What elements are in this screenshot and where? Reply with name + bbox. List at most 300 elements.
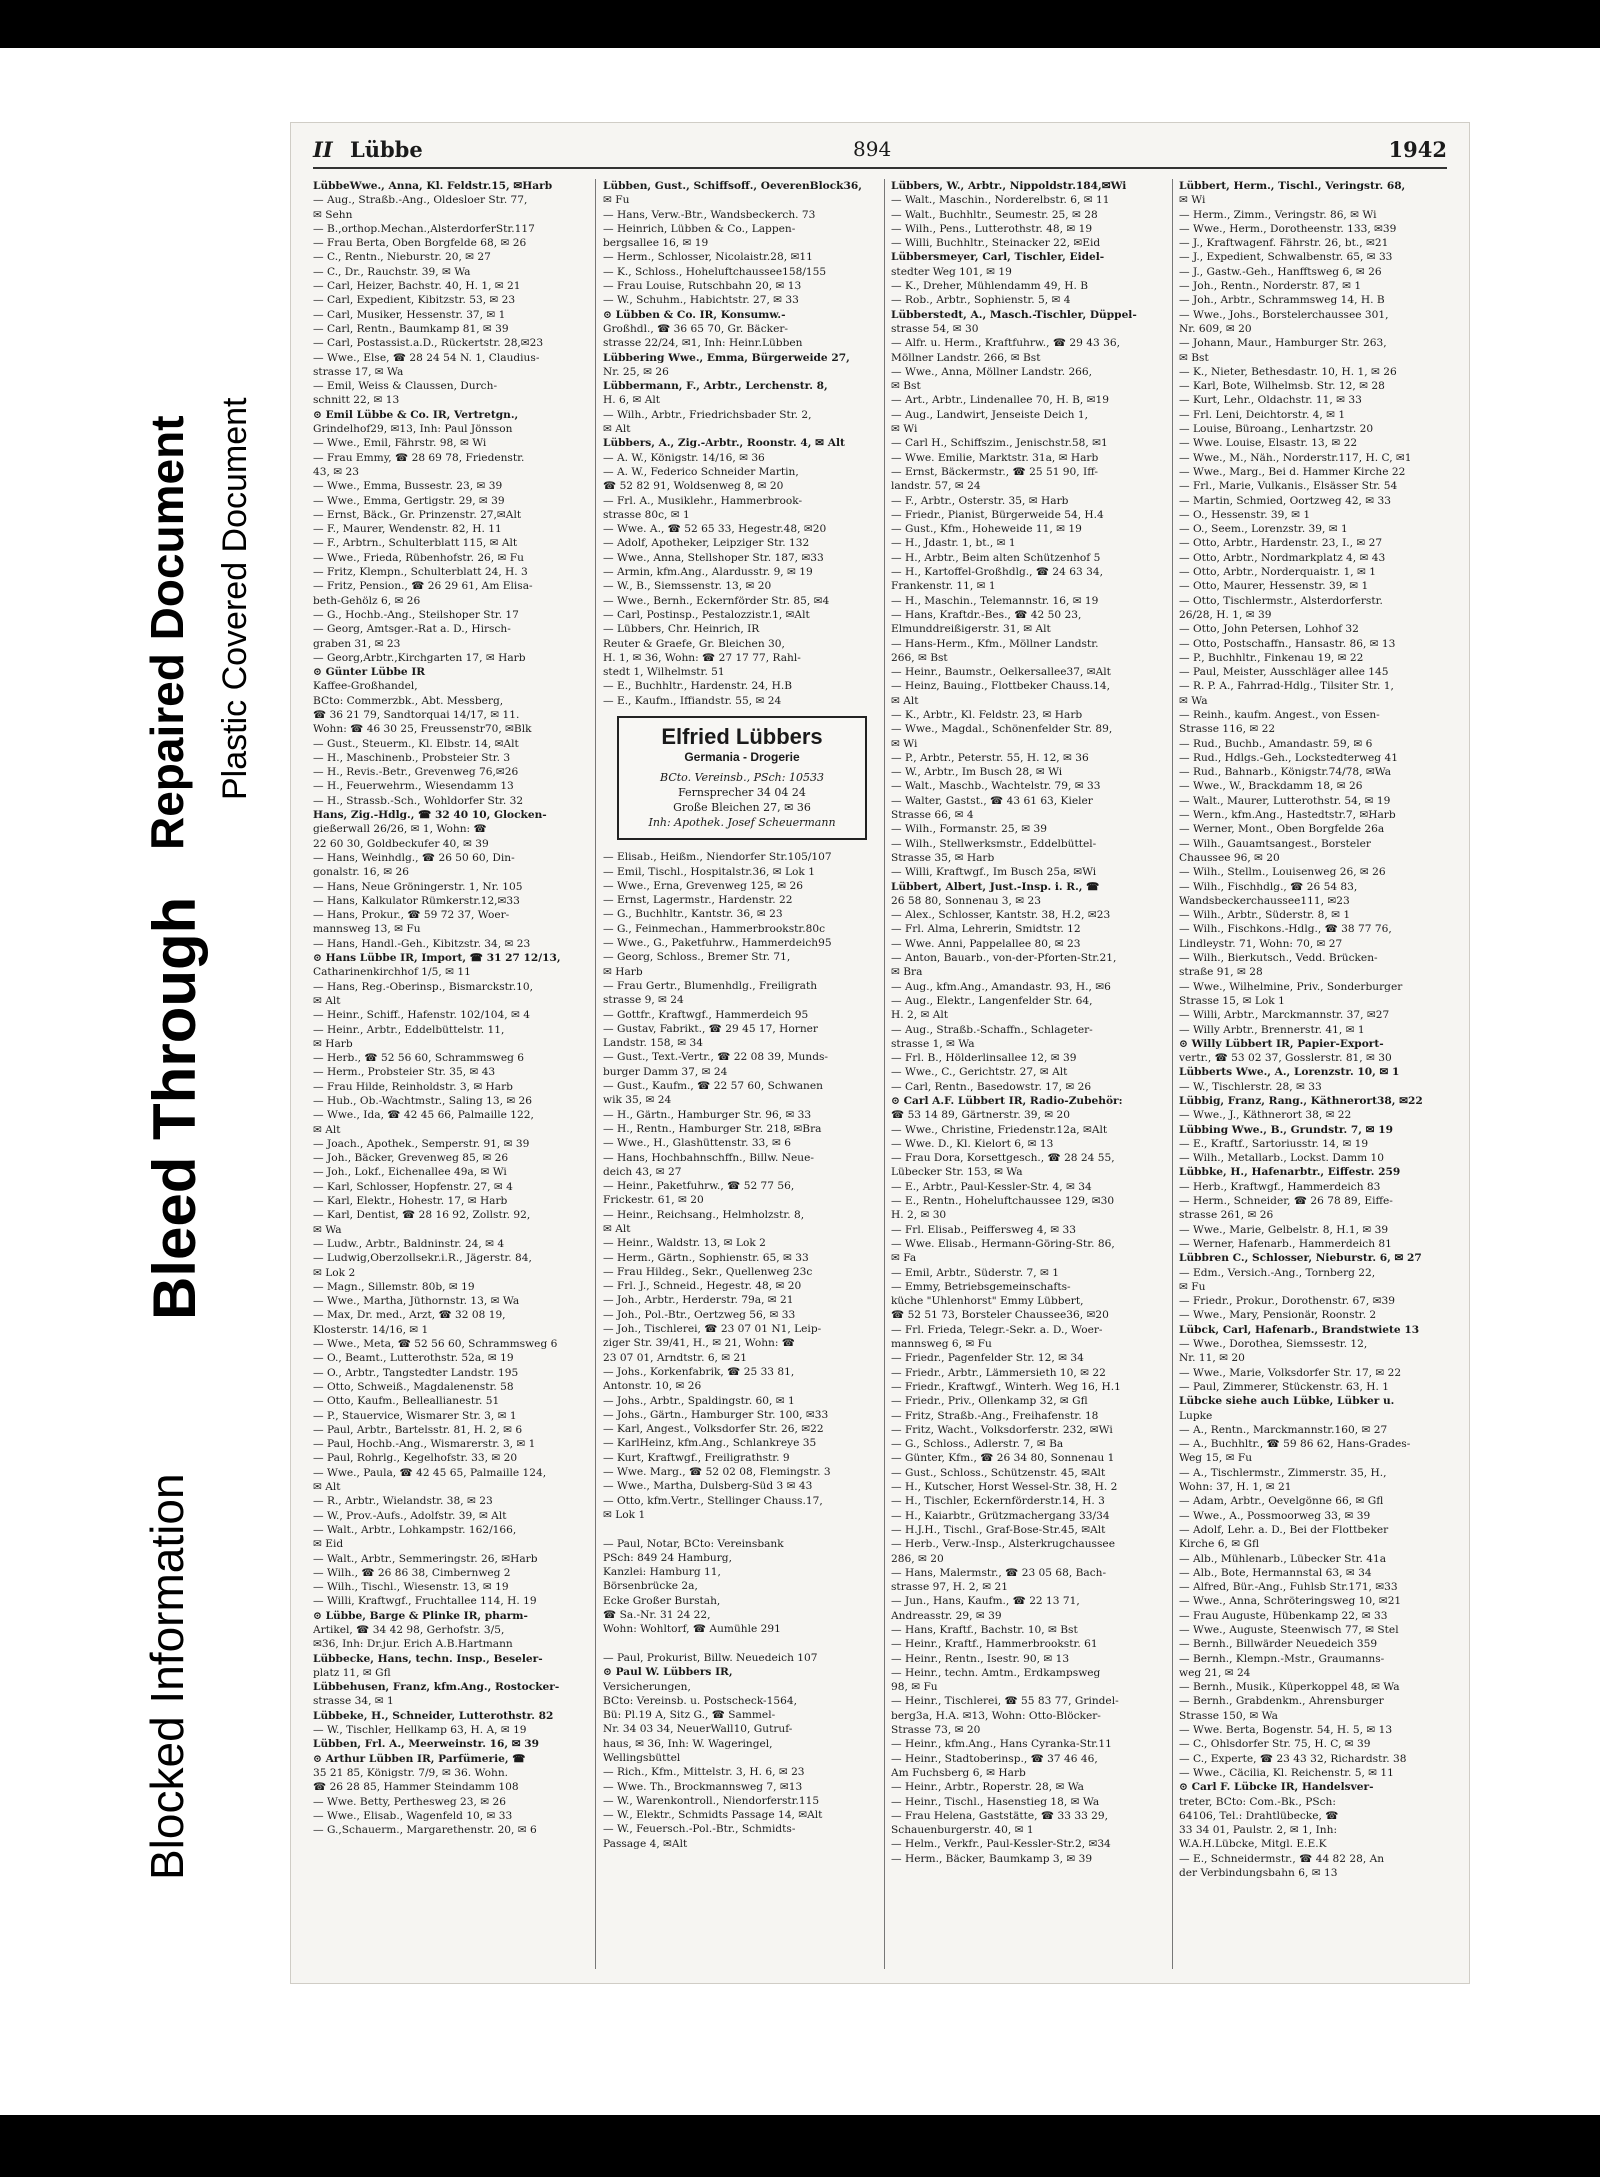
column-1 xyxy=(313,179,581,1969)
listing-entry: — Karl, Dentist, ☎ 28 16 92, Zollstr. 92, xyxy=(313,1209,531,1222)
ad-business-name: Elfried Lübbers xyxy=(661,723,823,749)
listing-entry: — Heinr., Stadtoberinsp., ☎ 37 46 46, xyxy=(891,1752,1098,1765)
listing-entry: — Wilh., Arbtr., Friedrichsbader Str. 2, xyxy=(603,408,812,421)
listing-entry: Lübbig, Franz, Rang., Käthnerort38, ✉22 xyxy=(1179,1095,1423,1107)
listing-entry: — H., Jdastr. 1, bt., ✉ 1 xyxy=(891,537,1016,550)
listing-entry: — E., Kaufm., Iffiandstr. 55, ✉ 24 xyxy=(603,694,782,707)
listing-entry: — Georg,Arbtr.,Kirchgarten 17, ✉ Harb xyxy=(313,651,526,664)
listing-entry: — Johann, Maur., Hamburger Str. 263, xyxy=(1179,337,1387,350)
listing-entry: Strasse 116, ✉ 22 xyxy=(1179,723,1276,736)
listing-entry: — Wwe., Martha, Dulsberg-Süd 3 ✉ 43 xyxy=(603,1480,813,1493)
listing-entry: — E., Kraftf., Sartoriusstr. 14, ✉ 19 xyxy=(1179,1137,1369,1150)
listing-entry: — Ludwig,Oberzollsekr.i.R., Jägerstr. 84, xyxy=(313,1252,532,1265)
listing-entry: — W., Tischlerstr. 28, ✉ 33 xyxy=(1179,1080,1322,1093)
listing-entry: — A. W., Federico Schneider Martin, xyxy=(603,465,799,478)
listing-entry: ✉ Alt xyxy=(603,423,631,436)
listing-entry: — Otto, Schweiß., Magdalenenstr. 58 xyxy=(313,1380,514,1393)
listing-entry: — A. W., Königstr. 14/16, ✉ 36 xyxy=(603,451,765,464)
listing-entry: ✉ Wi xyxy=(891,423,918,436)
listing-entry: — Aug., Straßb.-Schaffn., Schlageter- xyxy=(891,1023,1093,1036)
listing-entry: LübbeWwe., Anna, Kl. Feldstr.15, ✉Harb xyxy=(313,180,553,192)
listing-entry: — Louise, Büroang., Lenhartzstr. 20 xyxy=(1179,423,1374,436)
listing-entry: — Rud., Hdlgs.-Geh., Lockstedterweg 41 xyxy=(1179,751,1398,764)
listing-entry: Strasse 73, ✉ 20 xyxy=(891,1724,981,1737)
listing-entry: strasse 97, H. 2, ✉ 21 xyxy=(891,1581,1008,1594)
listing-entry: — Hans, Handl.-Geh., Kibitzstr. 34, ✉ 23 xyxy=(313,937,531,950)
column-2 xyxy=(603,179,871,1969)
listing-entry: Strasse 35, ✉ Harb xyxy=(891,851,995,864)
listing-entry: Kirche 6, ✉ Gfl xyxy=(1179,1538,1260,1551)
bleed-through-label: Bleed Through xyxy=(141,896,208,1320)
listing-entry: Lübbermann, F., Arbtr., Lerchenstr. 8, xyxy=(603,380,828,393)
listing-entry: — Wilh., Pens., Lutterothstr. 48, ✉ 19 xyxy=(891,222,1093,235)
listing-entry: — Georg, Amtsger.-Rat a. D., Hirsch- xyxy=(313,623,511,636)
listing-entry: — Rud., Buchb., Amandastr. 59, ✉ 6 xyxy=(1179,737,1373,750)
listing-entry: — Alfr. u. Herm., Kraftfuhrw., ☎ 29 43 36, xyxy=(891,337,1120,350)
listing-entry: Reuter & Graefe, Gr. Bleichen 30, xyxy=(603,637,785,650)
listing-entry: Börsenbrücke 2a, xyxy=(603,1580,698,1593)
running-head xyxy=(313,137,423,162)
column-divider xyxy=(884,179,885,1969)
listing-entry: Lübbecke, Hans, techn. Insp., Beseler- xyxy=(313,1652,543,1665)
listing-entry: — Frau Hildeg., Sekr., Quellenweg 23c xyxy=(603,1265,813,1278)
listing-entry: — Gust., Schloss., Schützenstr. 45, ✉Alt xyxy=(891,1466,1106,1479)
listing-entry: — W., Schuhm., Habichtstr. 27, ✉ 33 xyxy=(603,294,799,307)
listing-entry: — Wwe., Christine, Friedenstr.12a, ✉Alt xyxy=(891,1123,1108,1136)
listing-entry: graben 31, ✉ 23 xyxy=(313,637,401,650)
listing-entry: — Heinr., Arbtr., Eddelbüttelstr. 11, xyxy=(313,1023,505,1036)
listing-entry: beth-Gehölz 6, ✉ 26 xyxy=(313,594,421,607)
listing-entry: — W., Elektr., Schmidts Passage 14, ✉Alt xyxy=(603,1809,823,1822)
listing-entry: — Paul, Notar, BCto: Vereinsbank xyxy=(603,1537,784,1550)
listing-entry: — Herm., Bäcker, Baumkamp 3, ✉ 39 xyxy=(891,1852,1093,1865)
listing-entry: — Carl, Postassist.a.D., Rückertstr. 28,✉23 xyxy=(313,337,544,350)
listing-entry: ziger Str. 39/41, H., ✉ 21, Wohn: ☎ xyxy=(603,1337,795,1350)
listing-entry: deich 43, ✉ 27 xyxy=(603,1165,682,1178)
listing-entry: schnitt 22, ✉ 13 xyxy=(313,394,400,407)
listing-entry: Nr. 11, ✉ 20 xyxy=(1179,1352,1245,1365)
listing-entry: — Wwe., J., Käthnerort 38, ✉ 22 xyxy=(1179,1109,1352,1122)
listing-entry: — Heinz, Bauing., Flottbeker Chauss.14, xyxy=(891,680,1110,693)
listing-entry: — Wwe., Emil, Fährstr. 98, ✉ Wi xyxy=(313,437,487,450)
listing-entry: 43, ✉ 23 xyxy=(313,465,359,478)
listing-entry: Lübck, Carl, Hafenarb., Brandstwiete 13 xyxy=(1179,1323,1420,1336)
listing-entry: — Emil, Tischl., Hospitalstr.36, ✉ Lok 1 xyxy=(603,865,815,878)
listing-entry: — Heinr., kfm.Ang., Hans Cyranka-Str.11 xyxy=(891,1738,1112,1751)
listing-entry: — Friedr., Pianist, Bürgerweide 54, H.4 xyxy=(891,508,1104,521)
listing-entry: Lübben, Frl. A., Meerweinstr. 16, ✉ 39 xyxy=(313,1738,540,1751)
listing-entry: H. 2, ✉ Alt xyxy=(891,1009,948,1022)
listing-entry: — Adolf, Lehr. a. D., Bei der Flottbeker xyxy=(1179,1523,1389,1536)
listing-entry: — Frl. B., Hölderlinsallee 12, ✉ 39 xyxy=(891,1052,1077,1065)
listing-entry: — Aug., Landwirt, Jenseiste Deich 1, xyxy=(891,408,1088,421)
listing-entry: — Heinr., techn. Amtm., Erdkampsweg xyxy=(891,1666,1101,1679)
listing-entry: — Hans, Kraftf., Bachstr. 10, ✉ Bst xyxy=(891,1623,1078,1636)
listing-entry: ✉ Fa xyxy=(891,1252,917,1265)
listing-entry: — Elisab., Heißm., Niendorfer Str.105/107 xyxy=(603,851,832,864)
column-2-top xyxy=(603,179,871,708)
listing-entry: — Frau Louise, Rutschbahn 20, ✉ 13 xyxy=(603,280,802,293)
listing-entry: — Wilh., Fischhdlg., ☎ 26 54 83, xyxy=(1179,880,1358,893)
listing-entry: — Karl, Angest., Volksdorfer Str. 26, ✉22 xyxy=(603,1423,824,1436)
listing-entry: Lupke xyxy=(1179,1409,1213,1422)
listing-entry: — W., Feuersch.-Pol.-Btr., Schmidts- xyxy=(603,1823,796,1836)
listing-entry: Ecke Großer Burstah, xyxy=(603,1594,721,1607)
listing-entry: ⊙ Günter Lübbe IR xyxy=(313,666,426,679)
listing-entry: — Hans, Reg.-Oberinsp., Bismarckstr.10, xyxy=(313,980,534,993)
listing-entry: ⊙ Hans Lübbe IR, Import, ☎ 31 27 12/13, xyxy=(313,952,561,965)
listing-entry: ✉ Fu xyxy=(603,194,630,207)
listing-entry: — W., Tischler, Hellkamp 63, H. A, ✉ 19 xyxy=(313,1724,527,1737)
listing-entry: — Frl. A., Musiklehr., Hammerbrook- xyxy=(603,494,803,507)
listing-entry: ☎ 53 14 89, Gärtnerstr. 39, ✉ 20 xyxy=(891,1109,1070,1122)
listing-entry: weg 21, ✉ 24 xyxy=(1179,1666,1251,1679)
listing-entry: — A., Tischlermstr., Zimmerstr. 35, H., xyxy=(1179,1466,1387,1479)
listing-entry: — Frau Hilde, Reinholdstr. 3, ✉ Harb xyxy=(313,1080,513,1093)
listing-entry: — Hans, Neue Gröningerstr. 1, Nr. 105 xyxy=(313,880,523,893)
listing-entry: — Wwe., Emma, Bussestr. 23, ✉ 39 xyxy=(313,480,503,493)
listing-entry: — Frl., Marie, Vulkanis., Elsässer Str. 54 xyxy=(1179,480,1398,493)
listing-entry: Wohn: Wohltorf, ☎ Aumühle 291 xyxy=(603,1623,781,1636)
listing-entry: — Wilh., Stellm., Louisenweg 26, ✉ 26 xyxy=(1179,866,1386,879)
listing-entry: — Otto, Arbtr., Nordmarkplatz 4, ✉ 43 xyxy=(1179,551,1386,564)
listing-entry: — Wilh., Gauamtsangest., Borsteler xyxy=(1179,837,1371,850)
listing-entry: — Herm., Schlosser, Nicolaistr.28, ✉11 xyxy=(603,251,813,264)
blocked-information-label: Blocked Information xyxy=(141,1473,193,1880)
listing-entry: ✉ Bst xyxy=(1179,351,1209,364)
listing-entry: ✉ Alt xyxy=(313,1123,341,1136)
listing-entry: — Heinr., Arbtr., Roperstr. 28, ✉ Wa xyxy=(891,1781,1084,1794)
listing-entry: — Jun., Hans, Kaufm., ☎ 22 13 71, xyxy=(891,1595,1080,1608)
listing-entry: — Otto, kfm.Vertr., Stellinger Chauss.17, xyxy=(603,1494,823,1507)
listing-entry: — Ernst, Bäck., Gr. Prinzenstr. 27,✉Alt xyxy=(313,508,522,521)
listing-entry: — Paul, Zimmerer, Stückenstr. 63, H. 1 xyxy=(1179,1380,1389,1393)
listing-entry: ☎ Sa.-Nr. 31 24 22, xyxy=(603,1609,711,1622)
listing-entry: straße 91, ✉ 28 xyxy=(1179,966,1263,979)
listing-entry: — Wwe. Anni, Pappelallee 80, ✉ 23 xyxy=(891,937,1081,950)
listing-entry: — Art., Arbtr., Lindenallee 70, H. B, ✉19 xyxy=(891,394,1109,407)
listing-entry: — Gust., Steuerm., Kl. Elbstr. 14, ✉Alt xyxy=(313,737,519,750)
column-divider xyxy=(595,179,596,1969)
listing-entry: — Wwe. Marg., ☎ 52 02 08, Flemingstr. 3 xyxy=(603,1466,831,1479)
listing-entry: Klosterstr. 14/16, ✉ 1 xyxy=(313,1323,429,1336)
listing-entry: — Wwe. Louise, Elsastr. 13, ✉ 22 xyxy=(1179,437,1358,450)
listing-entry: — Friedr., Kraftwgf., Winterh. Weg 16, H.1 xyxy=(891,1380,1121,1393)
listing-entry: Lübbering Wwe., Emma, Bürgerweide 27, xyxy=(603,351,850,364)
listing-entry: strasse 261, ✉ 26 xyxy=(1179,1209,1274,1222)
year: 1942 xyxy=(1388,137,1447,162)
listing-entry: Grindelhof29, ✉13, Inh: Paul Jönsson xyxy=(313,423,513,436)
listing-entry: mannsweg 13, ✉ Fu xyxy=(313,923,421,936)
listing-entry: — Wilh., Fischkons.-Hdlg., ☎ 38 77 76, xyxy=(1179,923,1392,936)
listing-entry: Möllner Landstr. 266, ✉ Bst xyxy=(891,351,1041,364)
listing-entry: burger Damm 37, ✉ 24 xyxy=(603,1065,728,1078)
listing-entry: — Wwe., Anna, Möllner Landstr. 266, xyxy=(891,365,1093,378)
listing-entry: ⊙ Lübben & Co. IR, Konsumw.- xyxy=(603,308,786,321)
listing-entry: Lübbren C., Schlosser, Nieburstr. 6, ✉ 27 xyxy=(1179,1252,1422,1265)
listing-entry: 64106, Tel.: Drahtlübecke, ☎ xyxy=(1179,1809,1339,1822)
listing-entry: küche "Uhlenhorst" Emmy Lübbert, xyxy=(891,1295,1084,1308)
listing-entry: — Heinr., Paketfuhrw., ☎ 52 77 56, xyxy=(603,1180,795,1193)
listing-entry: strasse 80c, ✉ 1 xyxy=(603,508,690,521)
listing-entry: — Wwe., Wilhelmine, Priv., Sonderburger xyxy=(1179,980,1403,993)
listing-entry: Passage 4, ✉Alt xyxy=(603,1837,688,1850)
listing-entry: ⊙ Arthur Lübben IR, Parfümerie, ☎ xyxy=(313,1752,526,1765)
listing-entry: — Herm., Schneider, ☎ 26 78 89, Eiffe- xyxy=(1179,1195,1393,1208)
listing-entry: — Gust., Kaufm., ☎ 22 57 60, Schwanen xyxy=(603,1080,823,1093)
listing-entry: — Wwe., Emma, Gertigstr. 29, ✉ 39 xyxy=(313,494,505,507)
listing-entry: — Wilh., Tischl., Wiesenstr. 13, ✉ 19 xyxy=(313,1581,509,1594)
listing-entry: — Rud., Bahnarb., Königstr.74/78, ✉Wa xyxy=(1179,766,1392,779)
listing-entry: — Herb., Kraftwgf., Hammerdeich 83 xyxy=(1179,1180,1381,1193)
listing-entry: — Heinrich, Lübben & Co., Lappen- xyxy=(603,222,796,235)
listing-entry: — Otto, John Petersen, Lohhof 32 xyxy=(1179,623,1359,636)
listing-entry: strasse 1, ✉ Wa xyxy=(891,1037,975,1050)
listing-entry: — Paul, Meister, Ausschläger allee 145 xyxy=(1179,666,1389,679)
listing-entry: bergsallee 16, ✉ 19 xyxy=(603,237,709,250)
listing-entry: BCto: Commerzbk., Abt. Messberg, xyxy=(313,694,504,707)
listing-entry: — Georg, Schloss., Bremer Str. 71, xyxy=(603,951,791,964)
listing-entry: — Friedr., Pagenfelder Str. 12, ✉ 34 xyxy=(891,1352,1084,1365)
listing-entry: — Wwe. Emilie, Marktstr. 31a, ✉ Harb xyxy=(891,451,1099,464)
listing-entry: — E., Schneidermstr., ☎ 44 82 28, An xyxy=(1179,1852,1385,1865)
listing-entry: — R., Arbtr., Wielandstr. 38, ✉ 23 xyxy=(313,1495,493,1508)
listing-columns xyxy=(313,179,1447,1969)
listing-entry: ✉ Lok 2 xyxy=(313,1266,356,1279)
listing-entry: — Ludw., Arbtr., Baldninstr. 24, ✉ 4 xyxy=(313,1237,505,1250)
listing-entry: — H., Tischler, Eckernförderstr.14, H. 3 xyxy=(891,1495,1105,1508)
listing-entry: — H., Kutscher, Horst Wessel-Str. 38, H. 2 xyxy=(891,1481,1118,1494)
listing-entry: — C., Ohlsdorfer Str. 75, H. C, ✉ 39 xyxy=(1179,1738,1371,1751)
listing-entry: W.A.H.Lübcke, Mitgl. E.E.K xyxy=(1179,1838,1327,1851)
listing-entry: — H., Feuerwehrm., Wiesendamm 13 xyxy=(313,780,514,793)
listing-entry: — Wilh., Formanstr. 25, ✉ 39 xyxy=(891,823,1048,836)
listing-entry: — Anton, Bauarb., von-der-Pforten-Str.21, xyxy=(891,952,1117,965)
listing-entry: — F., Arbtrn., Schulterblatt 115, ✉ Alt xyxy=(313,537,518,550)
listing-entry: mannsweg 6, ✉ Fu xyxy=(891,1338,992,1351)
listing-entry: — P., Stauervice, Wismarer Str. 3, ✉ 1 xyxy=(313,1409,517,1422)
listing-entry: ✉ Bst xyxy=(891,380,921,393)
listing-entry: — K., Arbtr., Kl. Feldstr. 23, ✉ Harb xyxy=(891,708,1083,721)
ad-phone-line: Fernsprecher 34 04 24 xyxy=(678,786,806,800)
listing-entry: — Willi, Kraftwgf., Fruchtallee 114, H. 19 xyxy=(313,1595,537,1608)
listing-entry: — Frl. J., Schneid., Hegestr. 48, ✉ 20 xyxy=(603,1280,802,1293)
listing-entry: Strasse 15, ✉ Lok 1 xyxy=(1179,994,1285,1007)
listing-entry: — Wwe., G., Paketfuhrw., Hammerdeich95 xyxy=(603,937,832,950)
listing-entry: Lübberts Wwe., A., Lorenzstr. 10, ✉ 1 xyxy=(1179,1066,1400,1079)
listing-entry: — Wwe. Betty, Perthesweg 23, ✉ 26 xyxy=(313,1795,506,1808)
listing-entry: Großhdl., ☎ 36 65 70, Gr. Bäcker- xyxy=(603,322,789,335)
listing-entry: — Max, Dr. med., Arzt, ☎ 32 08 19, xyxy=(313,1309,506,1322)
listing-entry: — Wwe., Martha, Jüthornstr. 13, ✉ Wa xyxy=(313,1295,520,1308)
listing-entry: ⊙ Paul W. Lübbers IR, xyxy=(603,1666,733,1679)
listing-entry: ✉ Alt xyxy=(603,1223,631,1235)
listing-entry: — Wwe., Dorothea, Siemssestr. 12, xyxy=(1179,1338,1368,1351)
column-divider xyxy=(1172,179,1173,1969)
listing-entry: — Carl, Expedient, Kibitzstr. 53, ✉ 23 xyxy=(313,294,516,307)
listing-entry: — B.,orthop.Mechan.,AlsterdorferStr.117 xyxy=(313,222,535,235)
listing-entry: Kanzlei: Hamburg 11, xyxy=(603,1566,721,1579)
listing-entry: ✉ Lok 1 xyxy=(603,1508,646,1521)
listing-entry: — Carl, Musiker, Hessenstr. 37, ✉ 1 xyxy=(313,308,506,321)
listing-entry: — W., Warenkontroll., Niendorferstr.115 xyxy=(603,1794,820,1807)
listing-entry: — Wwe., Magdal., Schönenfelder Str. 89, xyxy=(891,723,1113,736)
listing-entry: gießerwall 26/26, ✉ 1, Wohn: ☎ xyxy=(313,823,487,836)
listing-entry: — Wwe., Frieda, Rübenhofstr. 26, ✉ Fu xyxy=(313,551,524,564)
listing-entry: — Wwe., H., Glashüttenstr. 33, ✉ 6 xyxy=(603,1137,792,1150)
listing-entry: ☎ 52 51 73, Borsteler Chaussee36, ✉20 xyxy=(891,1309,1109,1322)
listing-entry: — Wwe., Paula, ☎ 42 45 65, Palmaille 124, xyxy=(313,1466,547,1479)
listing-entry: 98, ✉ Fu xyxy=(891,1681,938,1694)
listing-entry: Nr. 25, ✉ 26 xyxy=(603,365,669,378)
listing-entry: — Wwe., Marie, Gelbelstr. 8, H.1, ✉ 39 xyxy=(1179,1223,1389,1236)
advertisement-box xyxy=(617,716,867,840)
listing-entry: — Werner, Mont., Oben Borgfelde 26a xyxy=(1179,823,1385,836)
listing-entry: — Rich., Kfm., Mittelstr. 3, H. 6, ✉ 23 xyxy=(603,1766,805,1779)
listing-entry: — Heinr., Waldstr. 13, ✉ Lok 2 xyxy=(603,1237,766,1250)
listing-entry: — H., Revis.-Betr., Grevenweg 76,✉26 xyxy=(313,766,519,779)
listing-entry: — Wwe., Bernh., Eckernförder Str. 85, ✉4 xyxy=(603,594,830,607)
listing-entry: — Wwe., C., Gerichtstr. 27, ✉ Alt xyxy=(891,1066,1068,1079)
listing-entry: ✉ Sehn xyxy=(313,208,353,221)
listing-entry: — Wwe., Else, ☎ 28 24 54 N. 1, Claudius- xyxy=(313,351,540,364)
listing-entry: Wellingsbüttel xyxy=(603,1751,681,1764)
listing-entry: — Frau Emmy, ☎ 28 69 78, Friedenstr. xyxy=(313,451,525,464)
listing-entry: — W., Prov.-Aufs., Adolfstr. 39, ✉ Alt xyxy=(313,1509,507,1522)
listing-entry: — Hans, Weinhdlg., ☎ 26 50 60, Din- xyxy=(313,851,515,864)
listing-entry: — Frl. Leni, Deichtorstr. 4, ✉ 1 xyxy=(1179,408,1346,421)
listing-entry: — Frau Berta, Oben Borgfelde 68, ✉ 26 xyxy=(313,237,527,250)
listing-entry: stedt 1, Wilhelmstr. 51 xyxy=(603,666,725,679)
listing-entry: Landstr. 158, ✉ 34 xyxy=(603,1037,703,1050)
head-word: Lübbe xyxy=(349,137,423,162)
listing-entry: — Wilh., Stellwerksmstr., Eddelbüttel- xyxy=(891,837,1097,850)
listing-entry: — Willy Arbtr., Brennerstr. 41, ✉ 1 xyxy=(1179,1023,1365,1036)
listing-entry: — Paul, Hochb.-Ang., Wismarerstr. 3, ✉ 1 xyxy=(313,1438,536,1451)
listing-entry: — Magn., Sillemstr. 80b, ✉ 19 xyxy=(313,1280,475,1293)
listing-entry: — Carl H., Schiffszim., Jenischstr.58, ✉1 xyxy=(891,437,1108,450)
section-numeral: II xyxy=(313,137,333,162)
listing-entry: — Wilh., Arbtr., Süderstr. 8, ✉ 1 xyxy=(1179,909,1351,922)
listing-entry: — Ernst, Bäckermstr., ☎ 25 51 90, Iff- xyxy=(891,465,1098,478)
listing-entry: — Herb., Verw.-Insp., Alsterkrugchaussee xyxy=(891,1538,1115,1551)
listing-entry: — Emil, Weiss & Claussen, Durch- xyxy=(313,380,498,393)
listing-entry: ☎ 26 28 85, Hammer Steindamm 108 xyxy=(313,1781,519,1794)
listing-entry: — H., Kartoffel-Großhdlg., ☎ 24 63 34, xyxy=(891,566,1103,579)
listing-entry: Hans, Zig.-Hdlg., ☎ 32 40 10, Glocken- xyxy=(313,809,547,822)
listing-entry: PSch: 849 24 Hamburg, xyxy=(603,1551,732,1564)
listing-entry: — H., Kaiarbtr., Grützmachergang 33/34 xyxy=(891,1509,1110,1522)
listing-entry: — Otto, Arbtr., Norderquaistr. 1, ✉ 1 xyxy=(1179,566,1376,579)
listing-entry: ✉ Alt xyxy=(313,994,341,1007)
ad-address-line: Große Bleichen 27, ✉ 36 xyxy=(673,801,811,815)
listing-entry: Weg 15, ✉ Fu xyxy=(1179,1452,1253,1465)
listing-entry: Lübbeke, H., Schneider, Lutterothstr. 82 xyxy=(313,1709,554,1722)
listing-entry: — Wwe., M., Näh., Norderstr.117, H. C, ✉1 xyxy=(1179,451,1412,464)
listing-entry: — Wwe. A., ☎ 52 65 33, Hegestr.48, ✉20 xyxy=(603,523,827,536)
listing-entry: — J., Expedient, Schwalbenstr. 65, ✉ 33 xyxy=(1179,251,1393,264)
listing-entry: — Joh., Rentn., Norderstr. 87, ✉ 1 xyxy=(1179,280,1362,293)
listing-entry: Chaussee 96, ✉ 20 xyxy=(1179,851,1280,864)
listing-entry: — H., Rentn., Hamburger Str. 218, ✉Bra xyxy=(603,1122,822,1135)
listing-entry: — Willi, Buchhltr., Steinacker 22, ✉Eid xyxy=(891,237,1101,250)
listing-entry: Elmunddreißigerstr. 31, ✉ Alt xyxy=(891,623,1051,636)
listing-entry: — E., Arbtr., Paul-Kessler-Str. 4, ✉ 34 xyxy=(891,1180,1092,1193)
listing-entry: — Otto, Postschaffn., Hansastr. 86, ✉ 13 xyxy=(1179,637,1396,650)
listing-entry: — Joach., Apothek., Semperstr. 91, ✉ 39 xyxy=(313,1137,530,1150)
listing-entry: — P., Arbtr., Peterstr. 55, H. 12, ✉ 36 xyxy=(891,751,1089,764)
listing-entry: — Carl, Heizer, Bachstr. 40, H. 1, ✉ 21 xyxy=(313,280,521,293)
listing-entry: ✉ Bra xyxy=(891,966,923,979)
listing-entry: — Wwe., Anna, Schröteringsweg 10, ✉21 xyxy=(1179,1595,1402,1608)
listing-entry: — Hans, Kalkulator Rümkerstr.12,✉33 xyxy=(313,894,520,907)
listing-entry: — Herm., Gärtn., Sophienstr. 65, ✉ 33 xyxy=(603,1251,809,1264)
listing-entry: — Heinr., Kraftf., Hammerbrookstr. 61 xyxy=(891,1638,1098,1651)
listing-entry: gonalstr. 16, ✉ 26 xyxy=(313,866,409,879)
listing-entry: Andreasstr. 29, ✉ 39 xyxy=(891,1609,1002,1622)
page-header xyxy=(313,133,1447,169)
listing-entry: platz 11, ✉ Gfl xyxy=(313,1666,391,1679)
listing-entry: haus, ✉ 36, Inh: W. Wageringel, xyxy=(603,1737,773,1750)
listing-entry: — Fritz, Pension., ☎ 26 29 61, Am Elisa- xyxy=(313,580,533,593)
listing-entry: — E., Rentn., Hoheluftchaussee 129, ✉30 xyxy=(891,1195,1115,1208)
listing-entry: — Hub., Ob.-Wachtmstr., Saling 13, ✉ 26 xyxy=(313,1095,533,1107)
listing-entry: Versicherungen, xyxy=(603,1680,691,1693)
listing-entry: — H., Strassb.-Sch., Wohldorfer Str. 32 xyxy=(313,794,524,807)
listing-entry: — Joh., Tischlerei, ☎ 23 07 01 N1, Leip- xyxy=(603,1323,822,1336)
listing-entry: ✉ Wa xyxy=(1179,694,1208,707)
listing-entry: Lübbing Wwe., B., Grundstr. 7, ✉ 19 xyxy=(1179,1123,1393,1136)
listing-entry: — Heinr., Rentn., Isestr. 90, ✉ 13 xyxy=(891,1652,1070,1665)
listing-entry: — Gust., Kfm., Hoheweide 11, ✉ 19 xyxy=(891,523,1082,536)
listing-entry: Kaffee-Großhandel, xyxy=(313,680,418,693)
listing-entry: — Helm., Verkfr., Paul-Kessler-Str.2, ✉34 xyxy=(891,1838,1111,1851)
listing-entry: — Hans, Malermstr., ☎ 23 05 68, Bach- xyxy=(891,1566,1107,1579)
listing-entry: — Wwe., Erna, Grevenweg 125, ✉ 26 xyxy=(603,879,803,892)
listing-entry: — Carl, Postinsp., Pestalozzistr.1, ✉Alt xyxy=(603,608,810,621)
listing-entry: Lübberstedt, A., Masch.-Tischler, Düppel- xyxy=(891,308,1137,321)
listing-entry: — Otto, Arbtr., Hardenstr. 23, I., ✉ 27 xyxy=(1179,537,1383,550)
listing-entry: — Willi, Kraftwgf., Im Busch 25a, ✉Wi xyxy=(891,866,1097,879)
listing-entry: — Hans, Kraftdr.-Bes., ☎ 42 50 23, xyxy=(891,608,1082,621)
listing-entry: — Ernst, Lagermstr., Hardenstr. 22 xyxy=(603,894,793,907)
listing-entry: — O., Arbtr., Tangstedter Landstr. 195 xyxy=(313,1366,519,1379)
listing-entry: — Hans-Herm., Kfm., Möllner Landstr. xyxy=(891,637,1099,650)
listing-entry: — G., Hochb.-Ang., Steilshoper Str. 17 xyxy=(313,608,519,621)
listing-entry: — Frau Auguste, Hübenkamp 22, ✉ 33 xyxy=(1179,1609,1388,1622)
page-number: 894 xyxy=(853,137,892,161)
listing-entry: — Heinr., Reichsang., Helmholzstr. 8, xyxy=(603,1208,805,1221)
listing-entry: 286, ✉ 20 xyxy=(891,1552,944,1565)
listing-entry: — Alb., Mühlenarb., Lübecker Str. 41a xyxy=(1179,1552,1387,1565)
listing-entry: — Emil, Arbtr., Süderstr. 7, ✉ 1 xyxy=(891,1266,1059,1279)
listing-entry: — Alex., Schlosser, Kantstr. 38, H.2, ✉23 xyxy=(891,909,1111,922)
listing-entry: Bü: Pl.19 A, Sitz G., ☎ Sammel- xyxy=(603,1709,776,1722)
listing-entry xyxy=(603,1637,871,1651)
listing-entry: — Karl, Bote, Wilhelmsb. Str. 12, ✉ 28 xyxy=(1179,380,1385,393)
listing-entry: — Wwe., Ida, ☎ 42 45 66, Palmaille 122, xyxy=(313,1109,534,1122)
listing-entry: 23 07 01, Arndtstr. 6, ✉ 21 xyxy=(603,1351,748,1364)
listing-entry: 22 60 30, Goldbeckufer 40, ✉ 39 xyxy=(313,837,489,850)
listing-entry: 266, ✉ Bst xyxy=(891,651,948,664)
listing-entry: Lübbert, Herm., Tischl., Veringstr. 68, xyxy=(1179,180,1406,192)
listing-entry: — O., Beamt., Lutterothstr. 52a, ✉ 19 xyxy=(313,1352,514,1365)
listing-entry: stedter Weg 101, ✉ 19 xyxy=(891,265,1012,278)
listing-entry: berg3a, H.A. ✉13, Wohn: Otto-Blöcker- xyxy=(891,1709,1101,1722)
listing-entry: — Fritz, Straßb.-Ang., Freihafenstr. 18 xyxy=(891,1409,1099,1422)
listing-entry: — Emmy, Betriebsgemeinschafts- xyxy=(891,1280,1071,1293)
listing-entry: ☎ 36 21 79, Sandtorquai 14/17, ✉ 11. xyxy=(313,708,520,721)
